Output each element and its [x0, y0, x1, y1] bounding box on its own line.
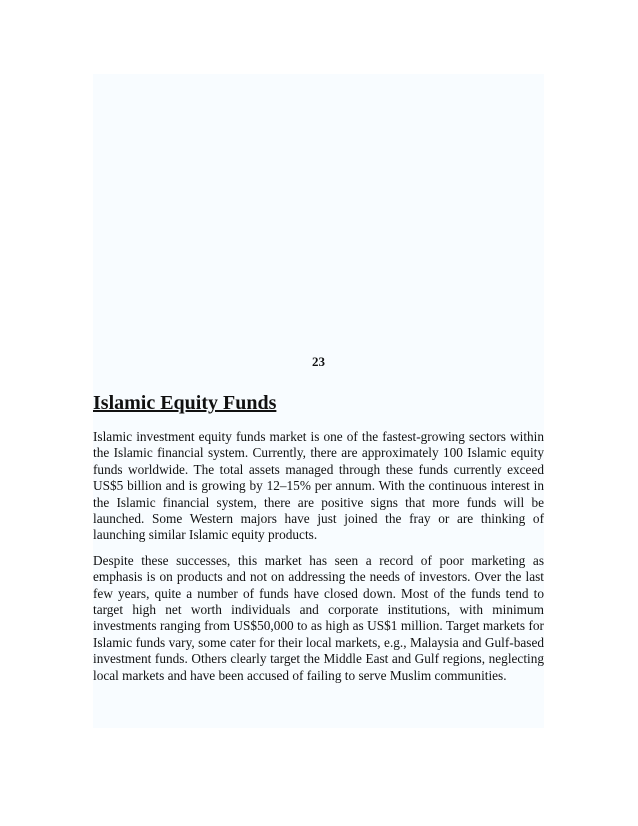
page-number: 23 [312, 354, 325, 369]
page-content-block [93, 74, 544, 728]
paragraph: Despite these successes, this market has seen a record of poor marketing as emphasis is on products and not on addressing the needs of investors. Over the last few years, quite a number of funds have closed down. Most of the funds tend to target high net worth individuals and corporate institutions, with minimum investments ranging from US$50,000 to as high as US$1 million. Target markets for Islamic funds vary, some cater for their local markets, e.g., Malaysia and Gulf-based investment funds. Others clearly target the Middle East and Gulf regions, neglecting local markets and have been accused of failing to serve Muslim communities. [93, 552, 544, 683]
chapter-title: Islamic Equity Funds [93, 392, 277, 414]
body-text [93, 429, 544, 693]
paragraph: Islamic investment equity funds market is one of the fastest-growing sectors within the Islamic financial system. Currently, there are approximately 100 Islamic equity funds worldwide. The total assets managed through these funds currently exceed US$5 billion and is growing by 12–15% per annum. With the continuous interest in the Islamic financial system, there are positive signs that more funds will be launched. Some Western majors have just joined the fray or are thinking of launching similar Islamic equity products. [93, 429, 544, 543]
